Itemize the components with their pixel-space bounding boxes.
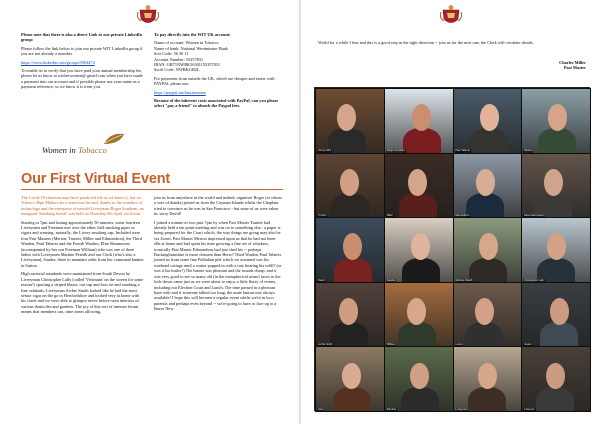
- continued-paragraph: World for a while I fear and this is a good step in the right direction -- join us for the next one, the Clerk will circulate details.: [318, 40, 534, 45]
- participant-head: [548, 104, 567, 131]
- video-tile: [315, 346, 385, 412]
- video-tile: [384, 88, 454, 154]
- video-tile: [521, 217, 591, 283]
- paypal-link[interactable]: https://paypal.me/fantancanna: [154, 89, 206, 95]
- column-1-top: [21, 32, 145, 93]
- crest-icon: [137, 4, 159, 28]
- video-tile: [384, 217, 454, 283]
- participant-name: David: [318, 278, 325, 282]
- participant-body: [538, 128, 576, 153]
- participant-name: Jimmy Mini: [318, 149, 331, 153]
- participant-name: Elise Rasmussen: [524, 213, 545, 217]
- video-tile: [521, 153, 591, 219]
- participant-name: Martine Peteilh: [455, 278, 473, 282]
- participant-name: Freeman: [524, 407, 535, 411]
- participant-body: [468, 387, 506, 412]
- participant-head: [546, 363, 565, 390]
- participant-name: Lionel: [455, 343, 463, 347]
- video-tile: [315, 217, 385, 283]
- participant-name: Christopher Lally: [524, 278, 544, 282]
- participant-body: [399, 193, 437, 218]
- participant-name: Paul Taberer: [455, 149, 471, 153]
- sort-code: Sort Code: 56 30 11: [154, 51, 189, 57]
- participant-head: [410, 363, 429, 390]
- video-tile: [315, 153, 385, 219]
- video-tile: [453, 346, 523, 412]
- linkedin-note: Please note that there is also a direct Link to our private LinkedIn group:: [21, 32, 143, 43]
- logo-tobacco: Tobacco: [77, 145, 107, 155]
- swift-code: Swift Code: NWBKGB2L: [154, 67, 200, 73]
- linkedin-instructions: Please follow the link below to join our private WIT LinkedIn group if you are not already a member: [21, 45, 143, 57]
- participant-body: [333, 387, 371, 412]
- participant-body: [403, 128, 441, 153]
- participant-head: [547, 233, 566, 260]
- video-tile: [521, 346, 591, 412]
- video-tile: [453, 153, 523, 219]
- signature: [501, 60, 586, 71]
- participant-body: [334, 258, 372, 283]
- article-paragraph: join us from anywhere in the world and indeed, organiser Roger (to whom a vote of thanks) joined us from the Cayman Islands whilst the Chaplain tried to convince us he was in San Francisco - but none of us were taken in, sorry David!: [154, 195, 282, 217]
- participant-head: [340, 169, 359, 196]
- participant-head: [478, 363, 497, 390]
- bank-name: Name of bank: National Westminster Bank: [154, 45, 228, 51]
- column-2-top: [154, 32, 282, 112]
- article-paragraph: High sartorial standards were maintained from South Devon by Liveryman Christopher Lally (called 'Vivimans' on the screen for some reason!) sporting a striped blazer, our cap and bow tie and smoking a fine calabash; Liveryman Archie Smith looked like he had the most senior cigar on the go in Hertfordshire and looked very at home with his claret and we were able to glimpse never-before-seen interiors of various domiciles and gardens. The joy of this sort of internet forum means that members can, time zones allowing,: [21, 271, 144, 315]
- participant-name: Guest: [524, 343, 532, 347]
- participant-head: [544, 169, 563, 196]
- participant-head: [342, 363, 361, 390]
- article-column-2: [154, 195, 282, 315]
- video-tile: [384, 153, 454, 219]
- participant-body: [402, 258, 440, 283]
- participant-name: Trunter: [318, 213, 327, 217]
- participant-head: [475, 298, 494, 325]
- participant-head: [407, 298, 426, 325]
- participant-head: [343, 233, 362, 260]
- heading-rule: [21, 189, 283, 190]
- participant-body: [401, 387, 439, 412]
- participant-body: [466, 193, 504, 218]
- participant-body: [465, 322, 503, 347]
- article-heading: Our First Virtual Event: [21, 171, 171, 187]
- participant-head: [339, 298, 358, 325]
- participant-body: [470, 128, 508, 153]
- participant-body: [328, 128, 366, 153]
- right-page: [301, 0, 600, 424]
- participant-body: [469, 258, 507, 283]
- participant-head: [480, 104, 499, 131]
- women-in-tobacco-logo: [42, 132, 142, 158]
- video-tile: [384, 282, 454, 348]
- participant-name: Roger Southam: [386, 149, 405, 153]
- participant-name: Edmondson: [455, 213, 470, 217]
- paypal-note: Because of the inherent costs associated with PayPal, can you please select "pay a friend" to absorb the Paypal fees.: [154, 98, 279, 109]
- participant-name: Merton: [524, 149, 533, 153]
- video-tile: [521, 88, 591, 154]
- participant-body: [330, 322, 368, 347]
- participant-head: [337, 104, 356, 131]
- signature-name: Charles Miller: [559, 60, 586, 65]
- fee-verification-text: To enable us to verify that you have paid your annual membership fee, please let us know at witfirewomen@ gmail.com when you have made a payment into our account and if possible please use your name as a payment reference, so we know it is from you.: [21, 68, 143, 90]
- article-intro: The Covid-19 situation may have paralysed life as we know it, but we Tobacco Pipe Makers are a tenacious lot and, thanks to the wonders of technology and the enterprise of newish Liveryman Roger Southam, an inaugural 'Smoking Social' was held on Thursday 9th April via Zoom.: [21, 195, 144, 217]
- account-number: Account Number: 55257831: [154, 56, 204, 62]
- video-tile: [315, 88, 385, 154]
- participant-body: [331, 193, 369, 218]
- participant-name: Archie Smith: [318, 343, 333, 347]
- pay-directly-heading: To pay directly into the WIT UK account:: [154, 32, 231, 37]
- paypal-intro: For payments from outside the UK, which are cheaper and easier with PAYPAL please use:: [154, 75, 275, 87]
- account-details: [154, 40, 282, 72]
- iban: IBAN: GB71NWBK56301155257831: [154, 62, 221, 68]
- participant-name: Liveryman: [455, 407, 468, 411]
- participant-name: William: [386, 343, 396, 347]
- logo-wordmark: [42, 145, 107, 155]
- participant-body: [398, 322, 436, 347]
- account-name: Name of account: Women in Tobacco: [154, 40, 219, 46]
- participant-head: [550, 298, 569, 325]
- participant-body: [540, 322, 578, 347]
- article-column-1: [21, 195, 144, 318]
- participant-name: Host: [318, 407, 324, 411]
- article-paragraph: I joined a minute or two past 7pm by when Past Master Trunter had already held a ten point meeting and was on to something else.. a paper is being prepared for the Court which, the way things are going may also be via Zoom. Past Master Merton impressed upon us that he had not been idle at home and had spent his time growing a fine set of whiskers, ironically Past Master Edmondson had just shed his -- perhaps Buckinghamshire is more clement than Herts? Third Warden Paul Taberer joined us from some fine Palladian pile which we assumed was his weekend cottage until a waiter popped in with a tray bearing his refill? (or was it his butler?) The banter was pleasant and the rounds cheap, and it was very good to see so many old (in the metaphorical sense) faces as the lock-down came just as we were about to enjoy a little flurry of events, including our Election Court and Lunch. The time passed in a pleasant haze with and if someone talked too long, the mute button was always available! I hope this will become a regular event whilst we're in loco parentis and perhaps even beyond -- we're going to have to face up to a Brave New: [154, 219, 282, 312]
- participant-head: [412, 104, 431, 131]
- signature-title: Past Master: [563, 65, 586, 71]
- video-tile: [453, 282, 523, 348]
- participant-name: Sandra: [386, 278, 396, 282]
- video-tile: [315, 282, 385, 348]
- left-page: [0, 0, 299, 424]
- video-tile: [384, 346, 454, 412]
- video-tile: [453, 217, 523, 283]
- participant-head: [411, 233, 430, 260]
- video-tile: [521, 282, 591, 348]
- video-tile: [453, 88, 523, 154]
- article-paragraph: Starting at 7pm and lasting approximately 50 minutes, some fourteen Liverymen and Freemen met over the ether, half smoking pipes or cigars and wearing, naturally, the Livery smoking cap. Included were four Past Masters (Merton, Trunter, Miller and Edmondson), the Third Warden, Paul Taberer and the Fourth Warden, Elise Rasmussen (accompanied by her son Freeman William) who was one of three ladies with Liverymen Martine Peteilh and our Clerk (who's also a Liveryman), Sandra, there to maintain order from her command bunker in Sutton.: [21, 219, 144, 268]
- participant-name: Member: [386, 407, 397, 411]
- participant-head: [476, 169, 495, 196]
- linkedin-link[interactable]: https://www.linkedin.com/groups/3904474: [21, 59, 95, 65]
- leaf-icon: [102, 132, 126, 146]
- crest-icon: [440, 4, 462, 28]
- participant-body: [536, 387, 574, 412]
- logo-women-in: Women in: [42, 145, 78, 155]
- participant-name: Miller: [386, 213, 393, 217]
- zoom-screenshot-grid: [314, 87, 590, 411]
- participant-head: [408, 169, 427, 196]
- participant-head: [479, 233, 498, 260]
